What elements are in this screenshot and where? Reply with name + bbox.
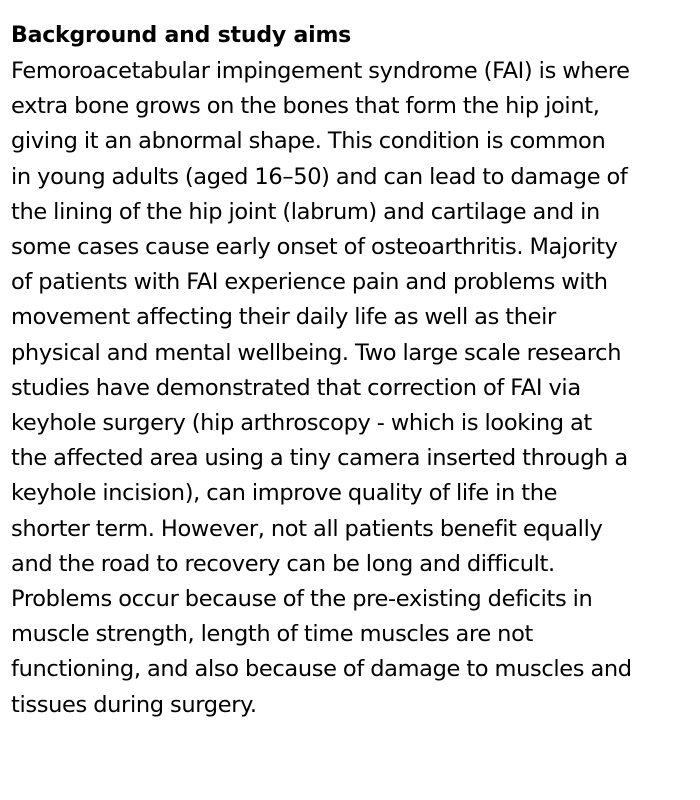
paragraph-line: keyhole surgery (hip arthroscopy - which is looking at (11, 410, 592, 437)
document-section (11, 18, 683, 723)
paragraph-line: extra bone grows on the bones that form the hip joint, (11, 93, 600, 120)
paragraph-line: some cases cause early onset of osteoarthritis. Majority (11, 234, 618, 261)
paragraph-line: functioning, and also because of damage to muscles and (11, 656, 632, 683)
paragraph-line: the affected area using a tiny camera inserted through a (11, 445, 628, 472)
paragraph-line: Problems occur because of the pre-existing deficits in (11, 586, 593, 613)
paragraph-line: physical and mental wellbeing. Two large scale research (11, 339, 622, 366)
paragraph-line: shorter term. However, not all patients benefit equally (11, 515, 603, 542)
paragraph-line: tissues during surgery. (11, 691, 257, 718)
body-paragraph (11, 54, 683, 723)
paragraph-line: Femoroacetabular impingement syndrome (FAI) is where (11, 58, 630, 84)
section-heading: Background and study aims (11, 23, 352, 48)
paragraph-line: giving it an abnormal shape. This condition is common (11, 128, 606, 155)
paragraph-line: and the road to recovery can be long and difficult. (11, 550, 555, 577)
paragraph-line: keyhole incision), can improve quality of life in the (11, 480, 558, 507)
paragraph-line: the lining of the hip joint (labrum) and cartilage and in (11, 198, 600, 225)
paragraph-line: in young adults (aged 16–50) and can lead to damage of (11, 163, 628, 190)
paragraph-line: studies have demonstrated that correction of FAI via (11, 374, 581, 401)
paragraph-line: movement affecting their daily life as well as their (11, 304, 556, 331)
paragraph-line: muscle strength, length of time muscles are not (11, 621, 533, 648)
paragraph-line: of patients with FAI experience pain and problems with (11, 269, 608, 296)
